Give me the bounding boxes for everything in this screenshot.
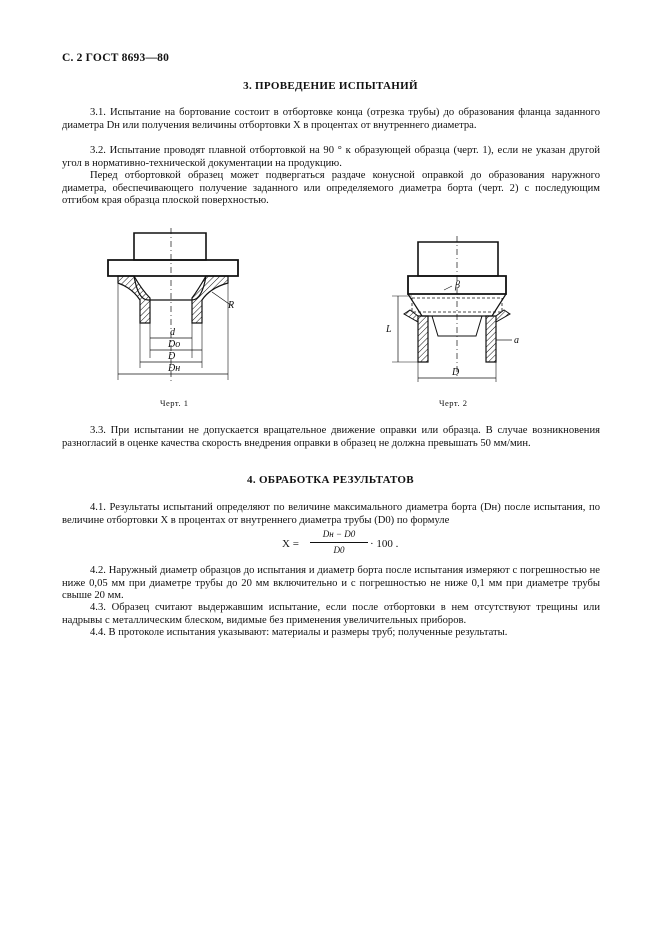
fig1-label-dd: D bbox=[168, 351, 176, 362]
fig2-label-d: D bbox=[452, 367, 460, 378]
formula-lhs: X = bbox=[282, 538, 299, 550]
paragraph-4-2: 4.2. Наружный диаметр образцов до испытания и диаметр борта после испытания измеряют с погрешностью не ниже 0,05 мм при диаметре трубы до 20 мм включительно и с погрешностью не ниже 0,1 мм при диаметре трубы свыше 20 мм. bbox=[62, 565, 600, 602]
fig1-label-dn: Dн bbox=[168, 363, 181, 374]
fig1-label-do: Dо bbox=[168, 339, 181, 350]
figure-2-caption: Черт. 2 bbox=[439, 398, 468, 408]
formula bbox=[282, 527, 422, 563]
figure-2-drawing bbox=[382, 236, 522, 386]
paragraph-3-3: 3.3. При испытании не допускается вращательное движение оправки или образца. В случае возникновения разногласий в оценке качества скорость внедрения оправки в образец не должна превышать 50 мм/мин. bbox=[62, 425, 600, 449]
formula-numerator: Dн − D0 bbox=[322, 529, 356, 539]
paragraph-4-3: 4.3. Образец считают выдержавшим испытание, если после отбортовки в нем отсутствуют трещины или надрывы с металлическим блеском, видимые без применения увеличительных приборов. bbox=[62, 602, 600, 626]
fig2-label-a: a bbox=[514, 335, 519, 346]
section-3-title: 3. ПРОВЕДЕНИЕ ИСПЫТАНИЙ bbox=[243, 80, 418, 92]
paragraph-4-1: 4.1. Результаты испытаний определяют по величине максимального диаметра борта (Dн) после испытания, по величине отбортовки X в процентах от внутреннего диаметра трубы (D0) по формуле bbox=[62, 502, 600, 526]
paragraph-3-2-cont: Перед отбортовкой образец может подвергаться раздаче конусной оправкой до образования наружного диаметра, обеспечивающего получение заданного или определяемого диаметра борта (черт. 2) с последующим отгибом края образца плоской поверхностью. bbox=[62, 170, 600, 207]
figure-1-caption: Черт. 1 bbox=[160, 398, 189, 408]
paragraph-3-2: 3.2. Испытание проводят плавной отбортовкой на 90 ° к образующей образца (черт. 1), если не указан другой угол в нормативно-технической документации на продукцию. bbox=[62, 145, 600, 169]
paragraph-4-4: 4.4. В протоколе испытания указывают: материалы и размеры труб; полученные результаты. bbox=[90, 627, 508, 638]
formula-fraction-bar bbox=[310, 542, 368, 543]
fig2-label-l: L bbox=[386, 324, 392, 335]
fig1-label-d: d bbox=[170, 327, 175, 338]
fig1-label-r: R bbox=[228, 300, 235, 311]
figure-1-drawing bbox=[98, 228, 248, 388]
section-4-title: 4. ОБРАБОТКА РЕЗУЛЬТАТОВ bbox=[247, 474, 414, 486]
page-header: С. 2 ГОСТ 8693—80 bbox=[62, 52, 170, 64]
paragraph-3-1: 3.1. Испытание на бортование состоит в отбортовке конца (отрезка трубы) до образования фланца заданного диаметра Dн или получения величины отбортовки X в процентах от внутреннего диаметра. bbox=[62, 107, 600, 131]
fig2-label-beta: β bbox=[455, 280, 460, 291]
formula-denominator: D0 bbox=[333, 545, 345, 555]
formula-tail: · 100 . bbox=[370, 538, 399, 550]
